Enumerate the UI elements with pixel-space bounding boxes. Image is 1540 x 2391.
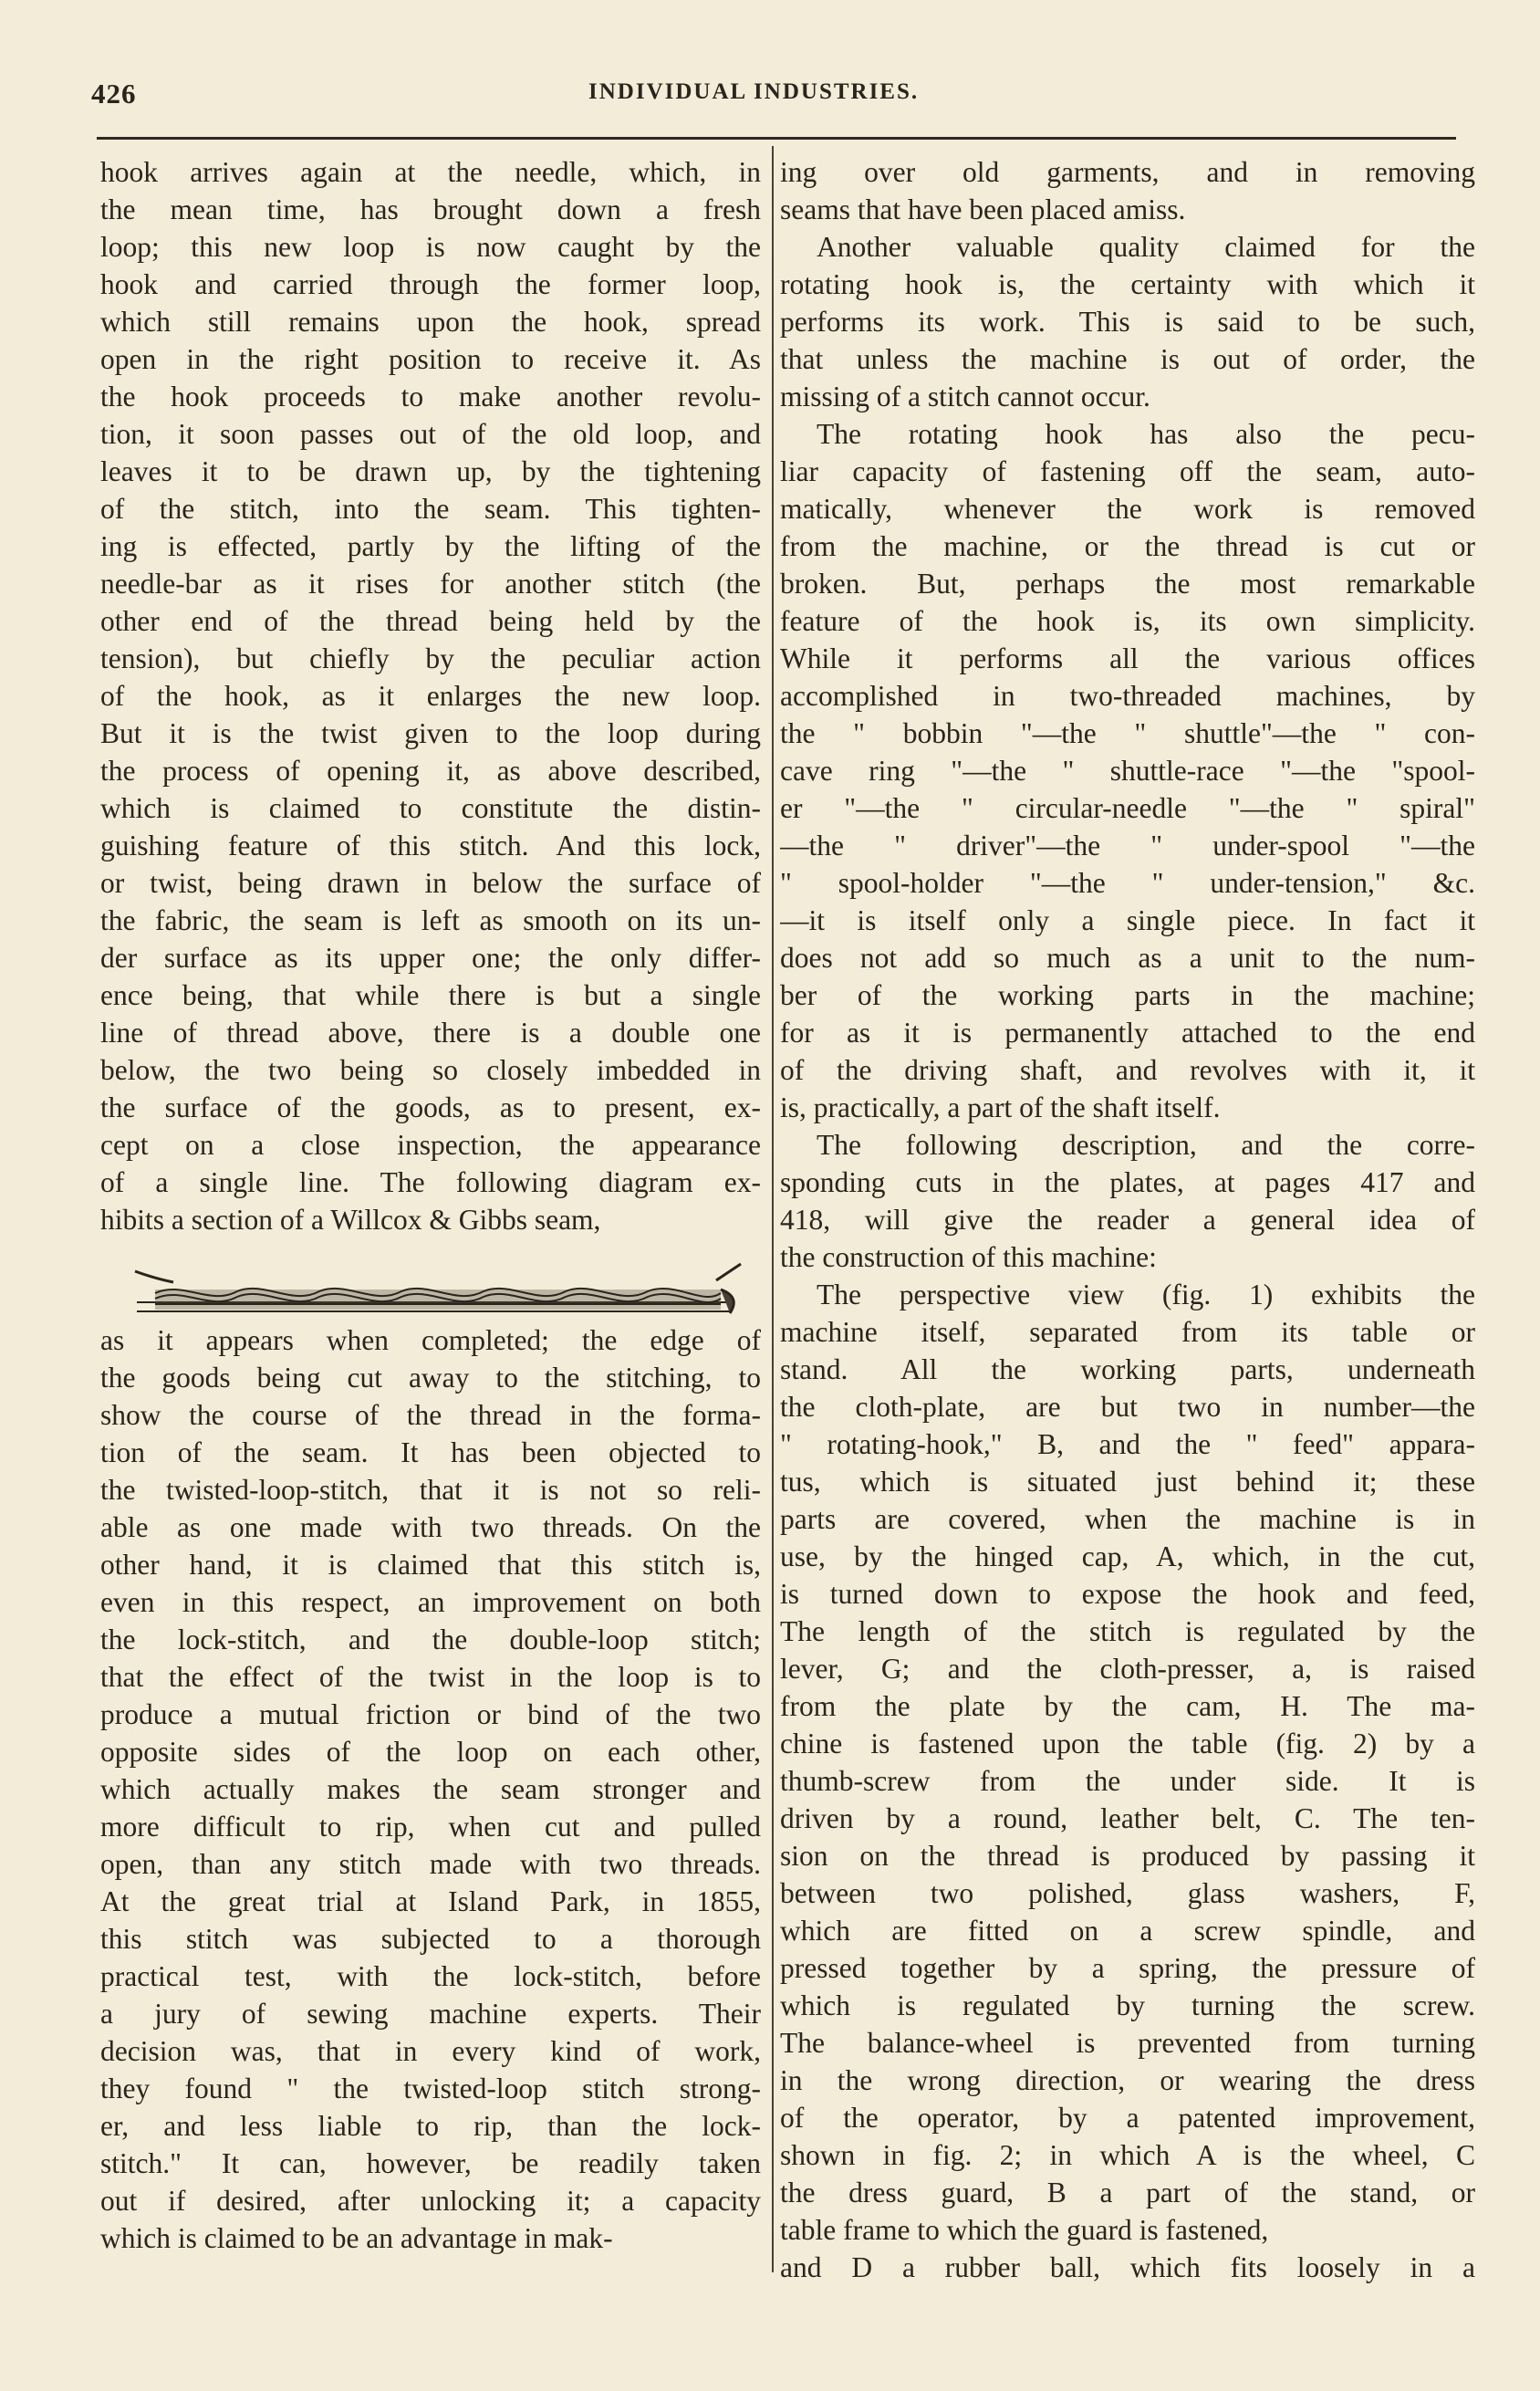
text-line: practical test, with the lock-stitch, before	[100, 1960, 761, 1992]
text-line: stand. All the working parts, underneath	[780, 1353, 1475, 1385]
seam-diagram	[128, 1262, 748, 1326]
text-line: which is regulated by turning the screw.	[780, 1989, 1475, 2021]
page-header	[91, 78, 1460, 123]
text-line: which are fitted on a screw spindle, and	[780, 1915, 1475, 1947]
text-line: " spool-holder "—the " under-tension," &c.	[780, 867, 1475, 899]
text-line: missing of a stitch cannot occur.	[780, 381, 1150, 412]
text-line: of the operator, by a patented improvement,	[780, 2102, 1475, 2134]
left-column-bottom-text	[100, 1321, 761, 2257]
text-line: the construction of this machine:	[780, 1241, 1157, 1273]
text-line: Another valuable quality claimed for the	[817, 231, 1475, 263]
text-line: At the great trial at Island Park, in 1855,	[100, 1885, 761, 1917]
text-line: table frame to which the guard is fastened,	[780, 2214, 1269, 2246]
text-line: The following description, and the corre-	[817, 1129, 1475, 1161]
text-line: produce a mutual friction or bind of the two	[100, 1698, 761, 1730]
text-line: the " bobbin "—the " shuttle"—the " con-	[780, 717, 1475, 749]
text-line: sion on the thread is produced by passing it	[780, 1840, 1475, 1872]
running-title: INDIVIDUAL INDUSTRIES.	[588, 79, 920, 104]
text-line: open in the right position to receive it. As	[100, 343, 761, 375]
left-column-lower	[100, 1321, 761, 2257]
text-line: open, than any stitch made with two threads.	[100, 1848, 761, 1880]
text-line: driven by a round, leather belt, C. The ten-	[780, 1802, 1475, 1834]
text-line: tion of the seam. It has been objected to	[100, 1436, 761, 1468]
text-line: hibits a section of a Willcox & Gibbs seam,	[100, 1204, 601, 1236]
text-line: sponding cuts in the plates, at pages 417 and	[780, 1166, 1475, 1198]
text-line: a jury of sewing machine experts. Their	[100, 1998, 761, 2030]
text-line: use, by the hinged cap, A, which, in the cut,	[780, 1540, 1475, 1572]
left-column-top-text	[100, 153, 761, 1238]
text-line: the goods being cut away to the stitching, to	[100, 1362, 761, 1394]
text-line: —it is itself only a single piece. In fact it	[780, 904, 1475, 936]
text-line: which actually makes the seam stronger and	[100, 1773, 761, 1805]
text-line: seams that have been placed amiss.	[780, 193, 1186, 225]
text-line: machine itself, separated from its table or	[780, 1316, 1475, 1348]
text-line: chine is fastened upon the table (fig. 2) by a	[780, 1728, 1475, 1759]
text-line: The length of the stitch is regulated by the	[780, 1615, 1475, 1647]
text-line: hook and carried through the former loop,	[100, 268, 761, 300]
text-line: and D a rubber ball, which fits loosely in a	[780, 2251, 1475, 2283]
text-line: ber of the working parts in the machine;	[780, 979, 1475, 1011]
page-number: 426	[91, 78, 137, 110]
right-column-text	[780, 153, 1475, 2286]
text-line: the mean time, has brought down a fresh	[100, 193, 761, 225]
text-line: even in this respect, an improvement on both	[100, 1586, 761, 1618]
text-line: out if desired, after unlocking it; a capacity	[100, 2185, 761, 2217]
text-line: tension), but chiefly by the peculiar action	[100, 642, 761, 674]
text-line: the surface of the goods, as to present, ex-	[100, 1091, 761, 1123]
header-rule	[97, 137, 1456, 140]
text-line: of the hook, as it enlarges the new loop.	[100, 680, 761, 712]
text-line: cave ring "—the " shuttle-race "—the "spool-	[780, 755, 1475, 787]
text-line: der surface as its upper one; the only differ-	[100, 942, 761, 974]
text-line: cept on a close inspection, the appearance	[100, 1129, 761, 1161]
text-line: leaves it to be drawn up, by the tightening	[100, 455, 761, 487]
text-line: the lock-stitch, and the double-loop stitch;	[100, 1624, 761, 1655]
text-line: tus, which is situated just behind it; these	[780, 1466, 1475, 1498]
text-line: decision was, that in every kind of work,	[100, 2035, 761, 2067]
text-line: of the stitch, into the seam. This tighten-	[100, 493, 761, 525]
text-line: liar capacity of fastening off the seam, auto-	[780, 455, 1475, 487]
text-line: hook arrives again at the needle, which, in	[100, 156, 761, 188]
text-line: stitch." It can, however, be readily taken	[100, 2147, 761, 2179]
text-line: they found " the twisted-loop stitch strong-	[100, 2073, 761, 2104]
text-line: the process of opening it, as above described,	[100, 755, 761, 787]
text-line: which is claimed to be an advantage in mak-	[100, 2222, 613, 2254]
text-line: from the plate by the cam, H. The ma-	[780, 1690, 1475, 1722]
text-line: the twisted-loop-stitch, that it is not so reli-	[100, 1474, 761, 1506]
text-line: parts are covered, when the machine is in	[780, 1503, 1475, 1535]
text-line: " rotating-hook," B, and the " feed" appara-	[780, 1428, 1475, 1460]
text-line: the cloth-plate, are but two in number—the	[780, 1391, 1475, 1423]
text-line: from the machine, or the thread is cut or	[780, 530, 1475, 562]
text-line: which still remains upon the hook, spread	[100, 306, 761, 338]
text-line: opposite sides of the loop on each other,	[100, 1736, 761, 1768]
text-line: The perspective view (fig. 1) exhibits the	[817, 1279, 1475, 1310]
text-line: more difficult to rip, when cut and pulled	[100, 1811, 761, 1843]
text-line: is, practically, a part of the shaft itself.	[780, 1091, 1221, 1123]
text-line: performs its work. This is said to be such,	[780, 306, 1475, 338]
text-line: does not add so much as a unit to the num-	[780, 942, 1475, 974]
text-line: 418, will give the reader a general idea of	[780, 1204, 1475, 1236]
text-line: for as it is permanently attached to the end	[780, 1017, 1475, 1049]
text-line: —the " driver"—the " under-spool "—the	[780, 830, 1475, 861]
text-line: that unless the machine is out of order, the	[780, 343, 1475, 375]
left-column	[100, 153, 761, 1238]
text-line: needle-bar as it rises for another stitch (the	[100, 568, 761, 600]
text-line: er, and less liable to rip, than the lock-	[100, 2110, 761, 2142]
text-line: as it appears when completed; the edge of	[100, 1324, 761, 1356]
text-line: below, the two being so closely imbedded in	[100, 1054, 761, 1086]
text-line: guishing feature of this stitch. And this lock,	[100, 830, 761, 861]
text-line: broken. But, perhaps the most remarkable	[780, 568, 1475, 600]
text-line: shown in fig. 2; in which A is the wheel, C	[780, 2139, 1475, 2171]
text-line: thumb-screw from the under side. It is	[780, 1765, 1475, 1797]
text-line: of the driving shaft, and revolves with it, it	[780, 1054, 1475, 1086]
text-line: The rotating hook has also the pecu-	[817, 418, 1475, 450]
text-line: ing over old garments, and in removing	[780, 156, 1475, 188]
text-line: rotating hook is, the certainty with which it	[780, 268, 1475, 300]
right-column	[780, 153, 1475, 2286]
text-line: which is claimed to constitute the distin-	[100, 792, 761, 824]
text-line: of a single line. The following diagram ex-	[100, 1166, 761, 1198]
text-line: is turned down to expose the hook and feed,	[780, 1578, 1475, 1610]
text-line: pressed together by a spring, the pressure of	[780, 1952, 1475, 1984]
text-line: er "—the " circular-needle "—the " spiral"	[780, 792, 1475, 824]
text-line: loop; this new loop is now caught by the	[100, 231, 761, 263]
text-line: matically, whenever the work is removed	[780, 493, 1475, 525]
text-line: other end of the thread being held by the	[100, 605, 761, 637]
text-line: the dress guard, B a part of the stand, or	[780, 2177, 1475, 2208]
column-divider	[772, 146, 774, 2272]
text-line: The balance-wheel is prevented from turning	[780, 2027, 1475, 2059]
text-line: in the wrong direction, or wearing the dress	[780, 2064, 1475, 2096]
text-line: tion, it soon passes out of the old loop, and	[100, 418, 761, 450]
text-line: ing is effected, partly by the lifting of the	[100, 530, 761, 562]
text-line: this stitch was subjected to a thorough	[100, 1923, 761, 1955]
text-line: While it performs all the various offices	[780, 642, 1475, 674]
text-line: able as one made with two threads. On the	[100, 1511, 761, 1543]
text-line: the hook proceeds to make another revolu-	[100, 381, 761, 412]
text-line: the fabric, the seam is left as smooth on its un-	[100, 904, 761, 936]
text-line: that the effect of the twist in the loop is to	[100, 1661, 761, 1693]
text-line: But it is the twist given to the loop during	[100, 717, 761, 749]
text-line: accomplished in two-threaded machines, by	[780, 680, 1475, 712]
text-line: lever, G; and the cloth-presser, a, is raised	[780, 1653, 1475, 1685]
text-line: show the course of the thread in the forma-	[100, 1399, 761, 1431]
text-line: or twist, being drawn in below the surface of	[100, 867, 761, 899]
text-line: other hand, it is claimed that this stitch is,	[100, 1549, 761, 1581]
text-line: ence being, that while there is but a single	[100, 979, 761, 1011]
text-line: between two polished, glass washers, F,	[780, 1877, 1475, 1909]
text-line: feature of the hook is, its own simplicity.	[780, 605, 1475, 637]
text-line: line of thread above, there is a double one	[100, 1017, 761, 1049]
